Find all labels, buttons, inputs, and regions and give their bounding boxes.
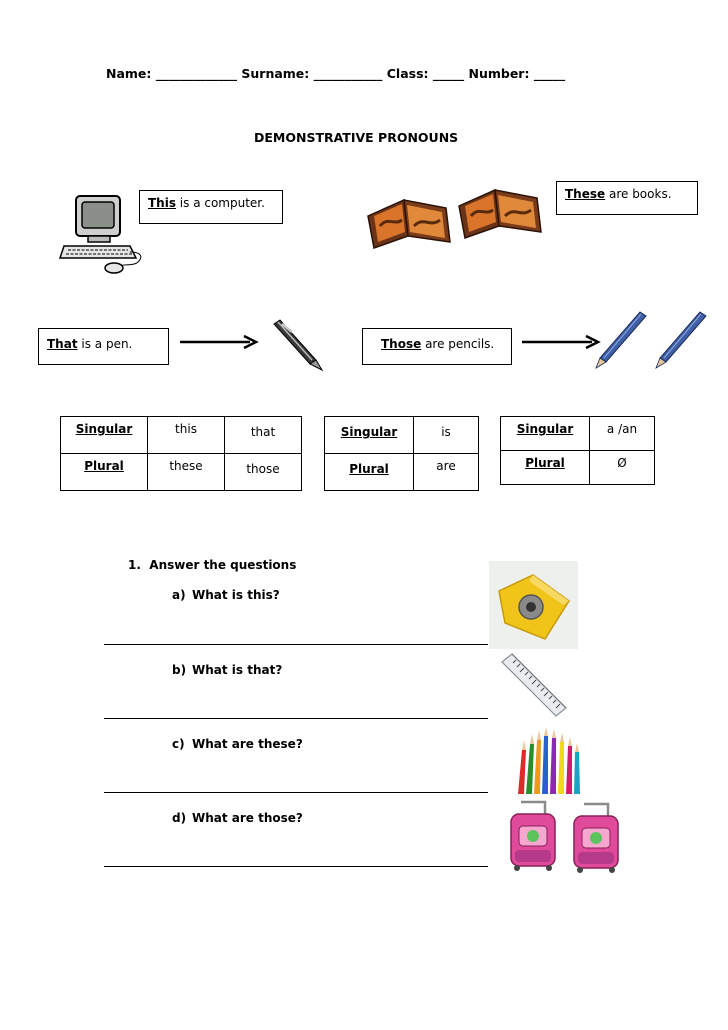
answer-line-a[interactable] (104, 644, 488, 645)
class-label: Class: (386, 66, 429, 81)
question-letter: a) (172, 588, 186, 602)
answer-line-d[interactable] (104, 866, 488, 867)
question-letter: b) (172, 663, 187, 677)
class-blank[interactable]: _____ (432, 66, 465, 81)
that-word: That (47, 337, 78, 351)
exercise-number: 1. (128, 558, 141, 572)
verbs-table (324, 416, 479, 491)
question-c (172, 737, 303, 751)
articles-table (500, 416, 655, 485)
colored-pencils-icon (512, 726, 584, 794)
table-cell: Plural (325, 454, 414, 491)
table-cell: Plural (501, 451, 590, 485)
arrow-right-icon (522, 334, 602, 350)
those-example-box (362, 328, 512, 365)
that-example-box (38, 328, 169, 365)
answer-line-c[interactable] (104, 792, 488, 793)
pencils-icon (594, 310, 650, 370)
number-label: Number: (468, 66, 530, 81)
table-cell: Plural (61, 454, 148, 491)
computer-icon (58, 190, 148, 276)
table-cell: these (148, 454, 225, 491)
those-word: Those (381, 337, 422, 351)
surname-label: Surname: (241, 66, 310, 81)
sharpener-icon (489, 561, 578, 649)
table-cell: Singular (501, 417, 590, 451)
table-cell: those (225, 454, 302, 491)
answer-line-b[interactable] (104, 718, 488, 719)
table-cell: a /an (590, 417, 655, 451)
table-cell: this (148, 417, 225, 454)
these-word: These (565, 187, 606, 201)
question-text: What are these? (192, 737, 303, 751)
these-example-box (556, 181, 698, 215)
question-letter: d) (172, 811, 187, 825)
ruler-icon (500, 652, 568, 718)
surname-blank[interactable]: ___________ (313, 66, 383, 81)
school-bags-icon (503, 800, 563, 872)
books-icon (364, 186, 454, 254)
this-word: This (148, 196, 176, 210)
table-cell: Singular (325, 417, 414, 454)
question-text: What is that? (192, 663, 283, 677)
name-label: Name: (106, 66, 152, 81)
that-sentence: is a pen. (77, 337, 133, 351)
pen-icon (270, 318, 326, 374)
these-sentence: are books. (605, 187, 672, 201)
those-sentence: are pencils. (421, 337, 495, 351)
table-cell: Singular (61, 417, 148, 454)
question-a (172, 588, 280, 602)
school-bags-icon (566, 802, 626, 874)
question-b (172, 663, 282, 677)
pronouns-table (60, 416, 302, 491)
question-text: What is this? (192, 588, 280, 602)
question-text: What are those? (192, 811, 303, 825)
arrow-right-icon (180, 334, 260, 350)
table-cell: Ø (590, 451, 655, 485)
name-blank[interactable]: _____________ (155, 66, 238, 81)
student-info-line (106, 66, 565, 81)
table-cell: is (414, 417, 479, 454)
table-cell: are (414, 454, 479, 491)
number-blank[interactable]: _____ (533, 66, 566, 81)
pencils-icon (654, 310, 710, 370)
books-icon (455, 176, 545, 244)
table-cell: that (225, 417, 302, 454)
this-sentence: is a computer. (175, 196, 265, 210)
question-letter: c) (172, 737, 185, 751)
exercise-title: Answer the questions (149, 558, 297, 572)
exercise-heading (128, 558, 296, 572)
page-title: DEMONSTRATIVE PRONOUNS (254, 130, 459, 145)
question-d (172, 811, 303, 825)
this-example-box (139, 190, 283, 224)
